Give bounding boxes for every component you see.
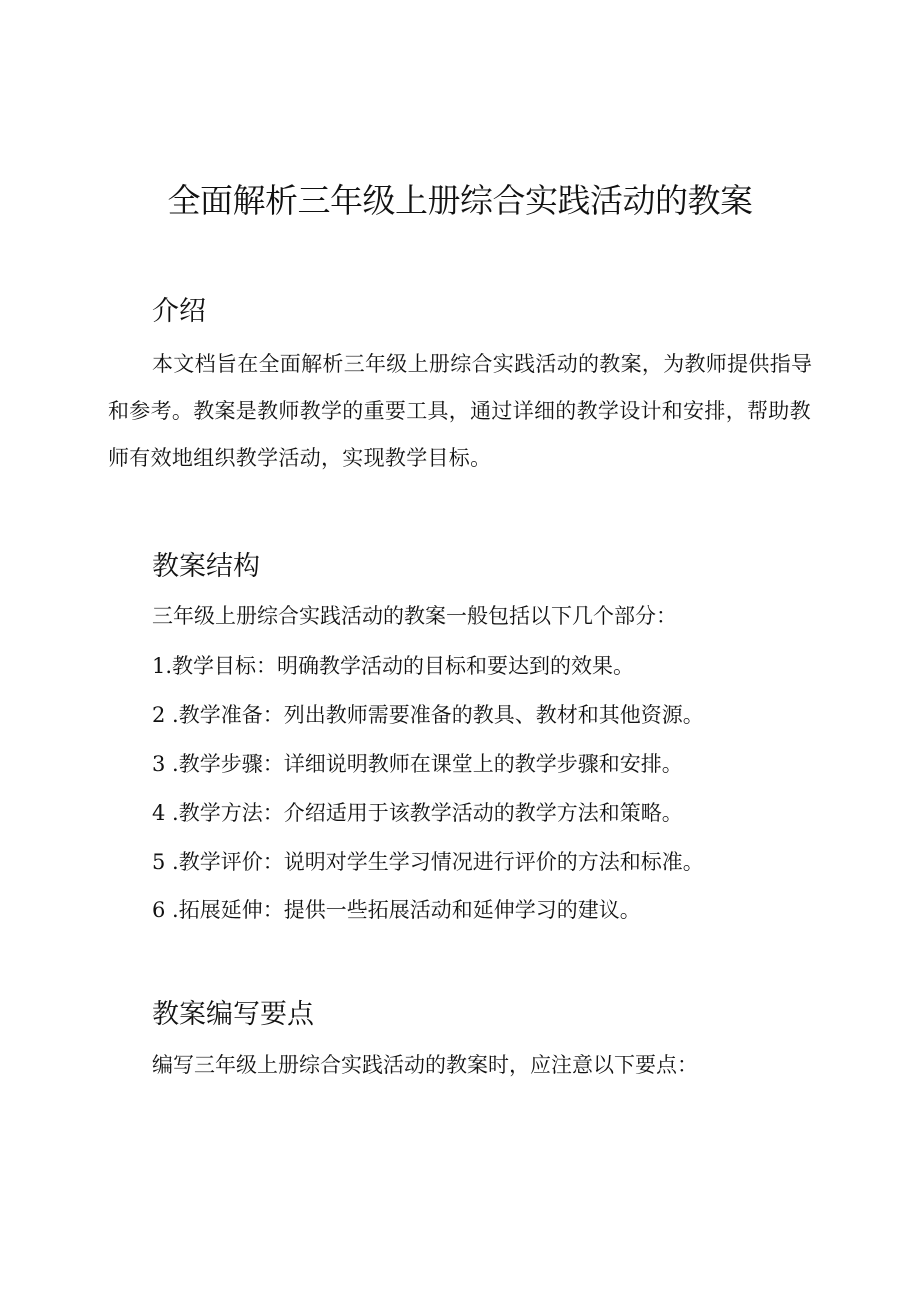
list-item-text: 教学方法：介绍适用于该教学活动的教学方法和策略。: [178, 801, 683, 825]
list-item-number: 4 .: [152, 801, 179, 825]
list-item-number: 5 .: [152, 850, 179, 874]
section-heading-writing-points: 教案编写要点: [152, 999, 314, 1030]
list-item-number: 3 .: [152, 752, 179, 776]
list-item-text: 教学步骤：详细说明教师在课堂上的教学步骤和安排。: [178, 752, 683, 776]
section-heading-structure: 教案结构: [152, 551, 260, 582]
list-item: [152, 748, 683, 780]
list-item-text: 教学准备：列出教师需要准备的教具、教材和其他资源。: [178, 703, 704, 727]
list-item: [152, 846, 704, 878]
list-item-number: 2 .: [152, 703, 179, 727]
list-item: [152, 894, 641, 926]
section-heading-intro: 介绍: [152, 296, 206, 327]
list-item: [152, 797, 683, 829]
list-item: [152, 699, 704, 731]
structure-lead-text: 三年级上册综合实践活动的教案一般包括以下几个部分：: [152, 604, 677, 628]
document-title: 全面解析三年级上册综合实践活动的教案: [167, 181, 753, 220]
list-item-text: 教学目标：明确教学活动的目标和要达到的效果。: [172, 654, 635, 678]
list-item-number: 1.: [152, 654, 173, 678]
intro-paragraph: 本文档旨在全面解析三年级上册综合实践活动的教案，为教师提供指导和参考。教案是教师教学的重要工具，通过详细的教学设计和安排，帮助教师有效地组织教学活动，实现教学目标。: [108, 352, 813, 470]
list-item-number: 6 .: [152, 898, 179, 922]
list-item-text: 教学评价：说明对学生学习情况进行评价的方法和标准。: [178, 850, 704, 874]
writing-points-lead-text: 编写三年级上册综合实践活动的教案时，应注意以下要点：: [152, 1053, 698, 1077]
list-item: [152, 650, 634, 682]
list-item-text: 拓展延伸：提供一些拓展活动和延伸学习的建议。: [178, 898, 641, 922]
